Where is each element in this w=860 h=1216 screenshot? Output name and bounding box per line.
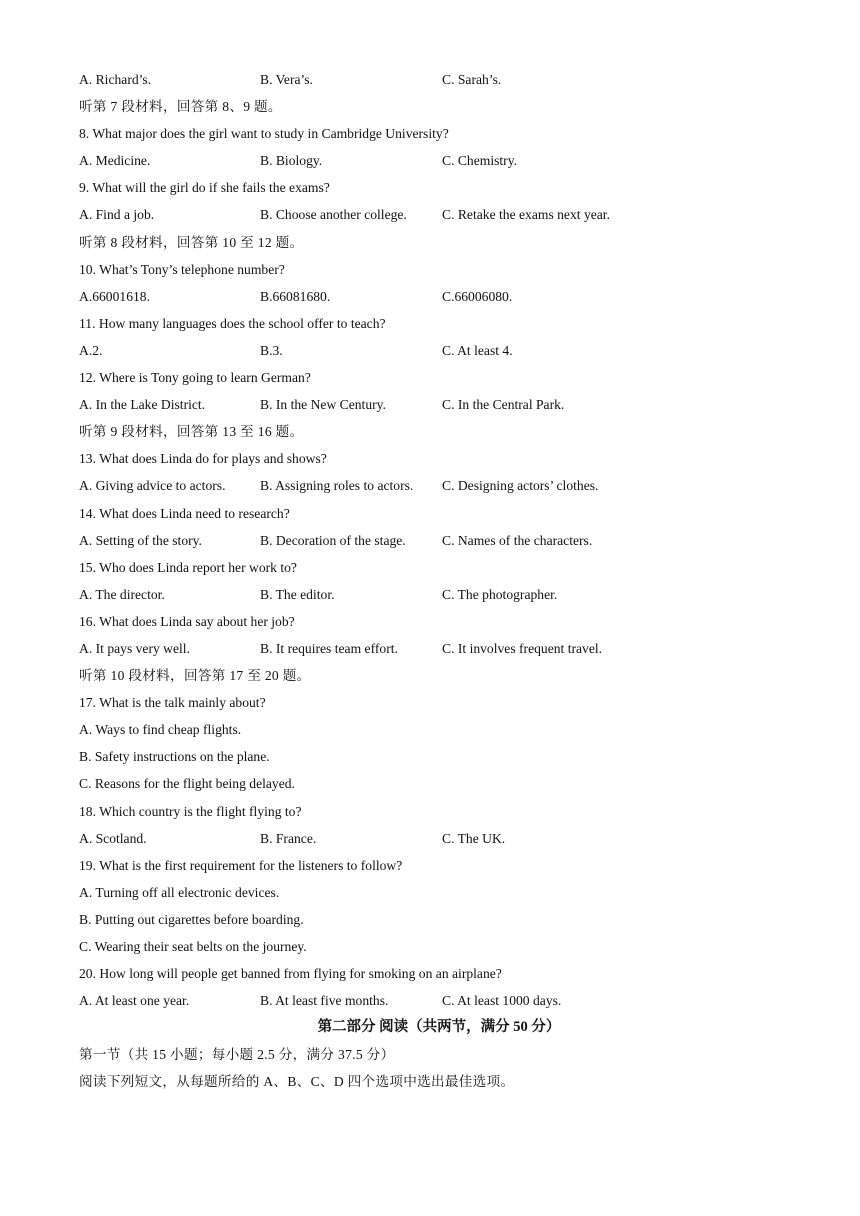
option-c: C. Retake the exams next year. [442, 207, 610, 223]
option-c: C.66006080. [442, 288, 513, 304]
text-line: 阅读下列短文，从每题所给的 A、B、C、D 四个选项中选出最佳选项。 [79, 1074, 515, 1090]
option-row [79, 337, 799, 364]
text-line: 听第 9 段材料，回答第 13 至 16 题。 [79, 424, 304, 440]
option-a: A. At least one year. [79, 993, 190, 1009]
section-heading: 第二部分 阅读（共两节，满分 50 分） [317, 1019, 561, 1036]
text-line: 9. What will the girl do if she fails the exams? [79, 180, 330, 196]
option-row [79, 825, 799, 852]
option-b: B.66081680. [260, 288, 331, 304]
option-a: A.2. [79, 342, 103, 358]
option-row [79, 283, 799, 310]
option-row [79, 472, 799, 499]
option-a: A. Medicine. [79, 153, 151, 169]
option-row [79, 201, 799, 228]
option-c: C. Sarah’s. [442, 72, 502, 87]
text-line: 听第 10 段材料，回答第 17 至 20 题。 [79, 668, 311, 684]
text-line: 13. What does Linda do for plays and shows? [79, 451, 327, 467]
text-line: B. Putting out cigarettes before boarding. [79, 911, 304, 927]
option-row [79, 527, 799, 554]
option-c: C. The UK. [442, 830, 506, 846]
option-row [79, 66, 799, 93]
option-b: B. The editor. [260, 586, 335, 602]
exam-page [79, 66, 799, 1096]
option-c: C. The photographer. [442, 586, 558, 602]
option-b: B. At least five months. [260, 993, 389, 1009]
option-c: C. In the Central Park. [442, 397, 565, 413]
text-line: 10. What’s Tony’s telephone number? [79, 261, 285, 277]
option-c: C. Chemistry. [442, 153, 518, 169]
option-a: A. Giving advice to actors. [79, 478, 226, 494]
option-b: B. France. [260, 830, 317, 846]
option-a: A. Setting of the story. [79, 532, 202, 548]
option-a: A. In the Lake District. [79, 397, 206, 413]
option-row [79, 635, 799, 662]
option-c: C. At least 1000 days. [442, 993, 562, 1009]
text-line: 8. What major does the girl want to study in Cambridge University? [79, 126, 449, 142]
text-line: 16. What does Linda say about her job? [79, 613, 295, 629]
text-line: 听第 7 段材料，回答第 8、9 题。 [79, 99, 282, 115]
option-b: B.3. [260, 342, 283, 358]
option-a: A. The director. [79, 586, 165, 602]
text-line: 14. What does Linda need to research? [79, 505, 290, 521]
option-a: A. Find a job. [79, 207, 155, 223]
option-b: B. Assigning roles to actors. [260, 478, 414, 494]
option-b: B. Choose another college. [260, 207, 407, 223]
option-c: C. It involves frequent travel. [442, 640, 603, 656]
text-line: B. Safety instructions on the plane. [79, 749, 270, 765]
option-a: A.66001618. [79, 288, 150, 304]
option-c: C. At least 4. [442, 342, 513, 358]
option-row [79, 147, 799, 174]
option-b: B. It requires team effort. [260, 640, 398, 656]
option-b: B. In the New Century. [260, 397, 386, 413]
option-c: C. Names of the characters. [442, 532, 593, 548]
option-b: B. Vera’s. [260, 72, 313, 87]
option-a: A. It pays very well. [79, 640, 190, 656]
text-line: 20. How long will people get banned from flying for smoking on an airplane? [79, 966, 502, 982]
option-row [79, 987, 799, 1014]
text-line: C. Wearing their seat belts on the journey. [79, 939, 307, 954]
text-line: 17. What is the talk mainly about? [79, 695, 266, 711]
option-row [79, 581, 799, 608]
option-a: A. Richard’s. [79, 72, 152, 87]
option-a: A. Scotland. [79, 830, 147, 846]
text-line: 18. Which country is the flight flying to? [79, 803, 302, 819]
option-row [79, 391, 799, 418]
option-c: C. Designing actors’ clothes. [442, 478, 599, 494]
text-line: 15. Who does Linda report her work to? [79, 559, 297, 575]
option-b: B. Decoration of the stage. [260, 532, 406, 548]
option-b: B. Biology. [260, 153, 323, 169]
text-line: 第一节（共 15 小题；每小题 2.5 分，满分 37.5 分） [79, 1047, 395, 1063]
text-line: A. Turning off all electronic devices. [79, 884, 280, 900]
text-line: 19. What is the first requirement for the listeners to follow? [79, 857, 403, 873]
text-line: 11. How many languages does the school offer to teach? [79, 315, 386, 331]
text-line: C. Reasons for the flight being delayed. [79, 776, 295, 792]
text-line: 12. Where is Tony going to learn German? [79, 370, 311, 386]
text-line: A. Ways to find cheap flights. [79, 722, 242, 738]
text-line: 听第 8 段材料，回答第 10 至 12 题。 [79, 234, 304, 250]
